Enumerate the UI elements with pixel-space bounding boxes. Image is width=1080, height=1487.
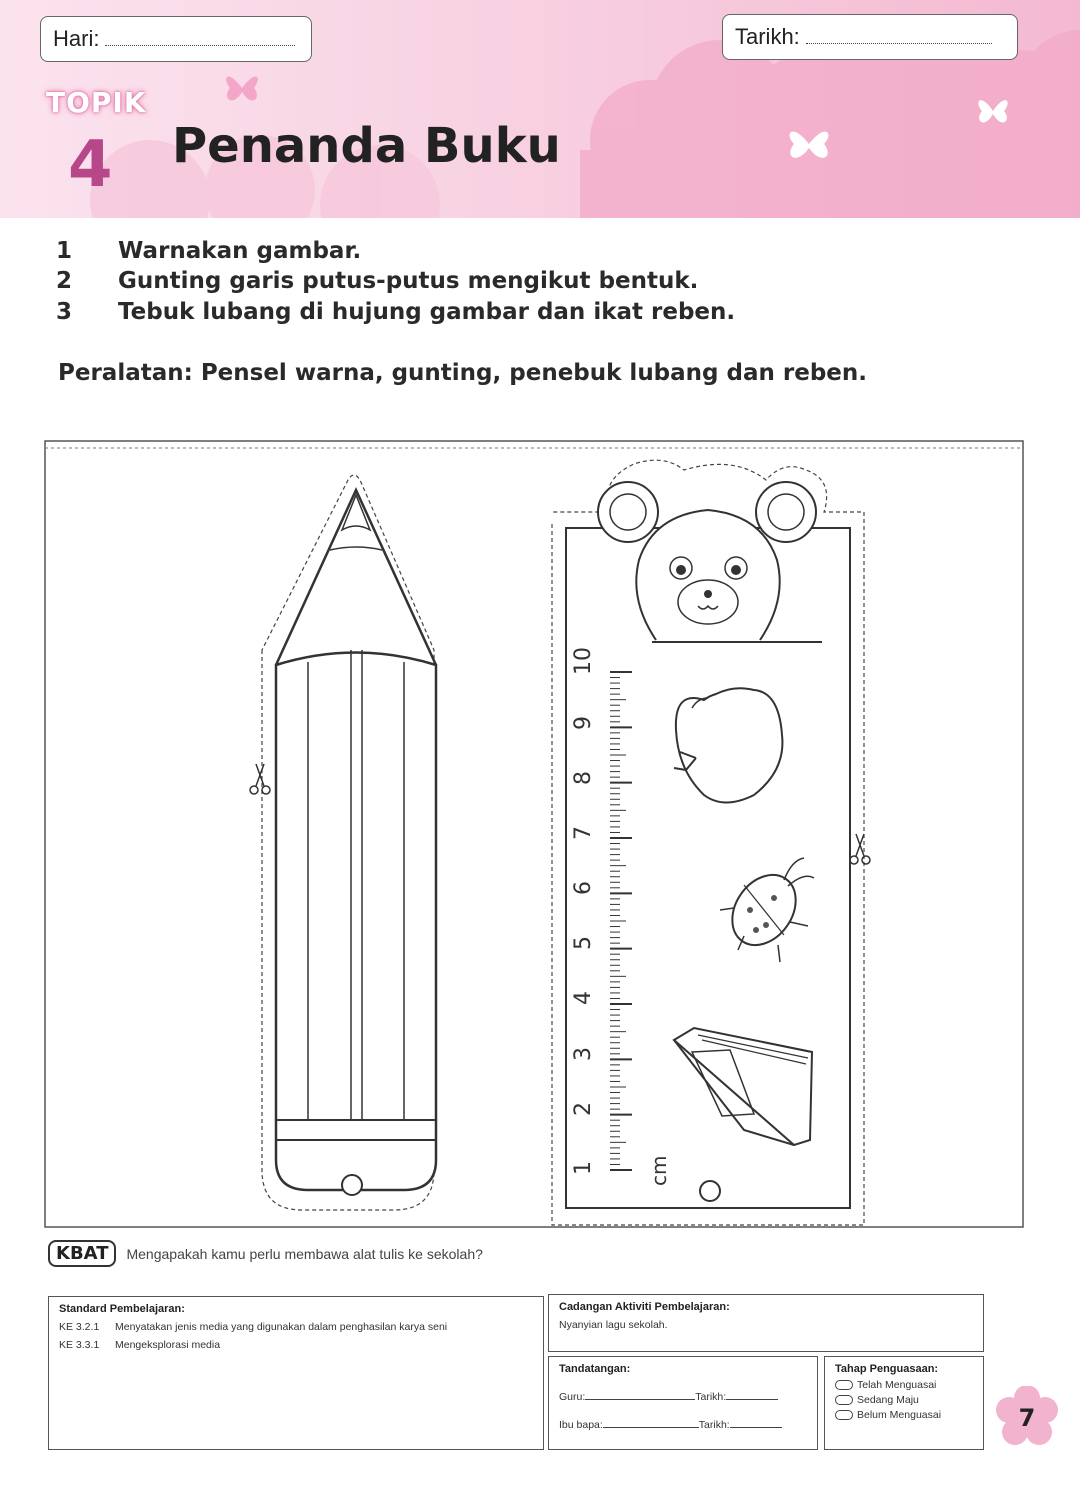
butterfly-icon — [974, 92, 1012, 130]
tarikh-line[interactable] — [726, 1392, 778, 1400]
hari-label: Hari: — [53, 26, 100, 51]
activity-heading: Cadangan Aktiviti Pembelajaran: — [559, 1301, 730, 1313]
parent-signature-row — [559, 1419, 807, 1431]
signature-box — [548, 1356, 818, 1450]
mastery-option-label: Sedang Maju — [857, 1394, 919, 1406]
materials-text: Peralatan: Pensel warna, gunting, penebuk lubang dan reben. — [58, 360, 867, 386]
ruler-unit: cm — [647, 1155, 671, 1186]
ruler-number: 1 — [571, 1161, 596, 1175]
topic-number: 4 — [68, 128, 113, 202]
activity-text: Nyanyian lagu sekolah. — [559, 1319, 668, 1331]
radio-oval-icon[interactable] — [835, 1395, 853, 1405]
scissors-icon — [850, 834, 870, 864]
standard-item — [59, 1321, 533, 1333]
page-number: 7 — [1018, 1404, 1036, 1432]
radio-oval-icon[interactable] — [835, 1380, 853, 1390]
ruler-number: 6 — [571, 881, 596, 895]
ruler-hole — [700, 1181, 720, 1201]
step-number: 3 — [56, 299, 73, 325]
step-text: Tebuk lubang di hujung gambar dan ikat reben. — [118, 299, 736, 325]
activity-box — [548, 1294, 984, 1352]
butterfly-icon — [784, 122, 834, 166]
page-number-badge — [996, 1386, 1058, 1448]
mastery-option[interactable] — [835, 1394, 973, 1406]
tarikh-label: Tarikh: — [695, 1391, 727, 1403]
tarikh-line[interactable] — [730, 1420, 782, 1428]
mastery-heading: Tahap Penguasaan: — [835, 1363, 939, 1375]
step-text: Gunting garis putus-putus mengikut bentuk. — [118, 268, 699, 294]
instruction-step — [56, 268, 698, 294]
ruler-number: 8 — [571, 771, 596, 785]
scissors-icon — [250, 764, 270, 794]
hari-field[interactable] — [40, 16, 312, 62]
ibubapa-line[interactable] — [603, 1420, 699, 1428]
kbat-question: Mengapakah kamu perlu membawa alat tulis ke sekolah? — [126, 1245, 483, 1262]
standard-code: KE 3.2.1 — [59, 1321, 100, 1333]
kbat-row — [48, 1240, 483, 1267]
step-text: Warnakan gambar. — [118, 238, 362, 264]
page-title: Penanda Buku — [172, 118, 561, 174]
pencil-bookmark — [250, 475, 436, 1210]
standard-heading: Standard Pembelajaran: — [59, 1303, 185, 1315]
worksheet-frame — [45, 441, 1023, 1227]
mastery-option-label: Belum Menguasai — [857, 1409, 942, 1421]
step-number: 2 — [56, 268, 73, 294]
guru-label: Guru: — [559, 1391, 586, 1403]
pencil-hole — [342, 1175, 362, 1195]
guru-signature-row — [559, 1391, 807, 1403]
mastery-box — [824, 1356, 984, 1450]
instruction-step — [56, 299, 735, 325]
signature-heading: Tandatangan: — [559, 1363, 631, 1375]
radio-oval-icon[interactable] — [835, 1410, 853, 1420]
butterfly-icon — [222, 68, 262, 108]
standard-box — [48, 1296, 544, 1450]
ruler-number: 4 — [571, 991, 596, 1005]
mastery-option[interactable] — [835, 1409, 973, 1421]
mastery-option-label: Telah Menguasai — [857, 1379, 937, 1391]
ruler-number: 5 — [571, 936, 596, 950]
standard-text: Menyatakan jenis media yang digunakan dalam penghasilan karya seni — [115, 1321, 448, 1333]
bookmark-worksheet — [44, 440, 1026, 1230]
ruler-number: 7 — [571, 826, 596, 840]
standard-item — [59, 1339, 533, 1351]
ruler-number: 9 — [571, 716, 596, 730]
ruler-number: 10 — [571, 647, 596, 675]
tarikh-field[interactable] — [722, 14, 1018, 60]
instruction-step — [56, 238, 361, 264]
ruler-number: 2 — [571, 1102, 596, 1116]
kbat-label: KBAT — [48, 1240, 116, 1267]
guru-line[interactable] — [585, 1392, 695, 1400]
standard-code: KE 3.3.1 — [59, 1339, 100, 1351]
tarikh-label: Tarikh: — [735, 24, 800, 49]
standard-text: Mengeksplorasi media — [115, 1339, 221, 1351]
ruler-number: 3 — [571, 1047, 596, 1061]
ibubapa-label: Ibu bapa: — [559, 1419, 603, 1431]
tarikh-label: Tarikh: — [698, 1419, 730, 1431]
ruler-bookmark — [552, 460, 870, 1225]
step-number: 1 — [56, 238, 73, 264]
topik-badge: TOPIK — [46, 86, 147, 119]
mastery-option[interactable] — [835, 1379, 973, 1391]
